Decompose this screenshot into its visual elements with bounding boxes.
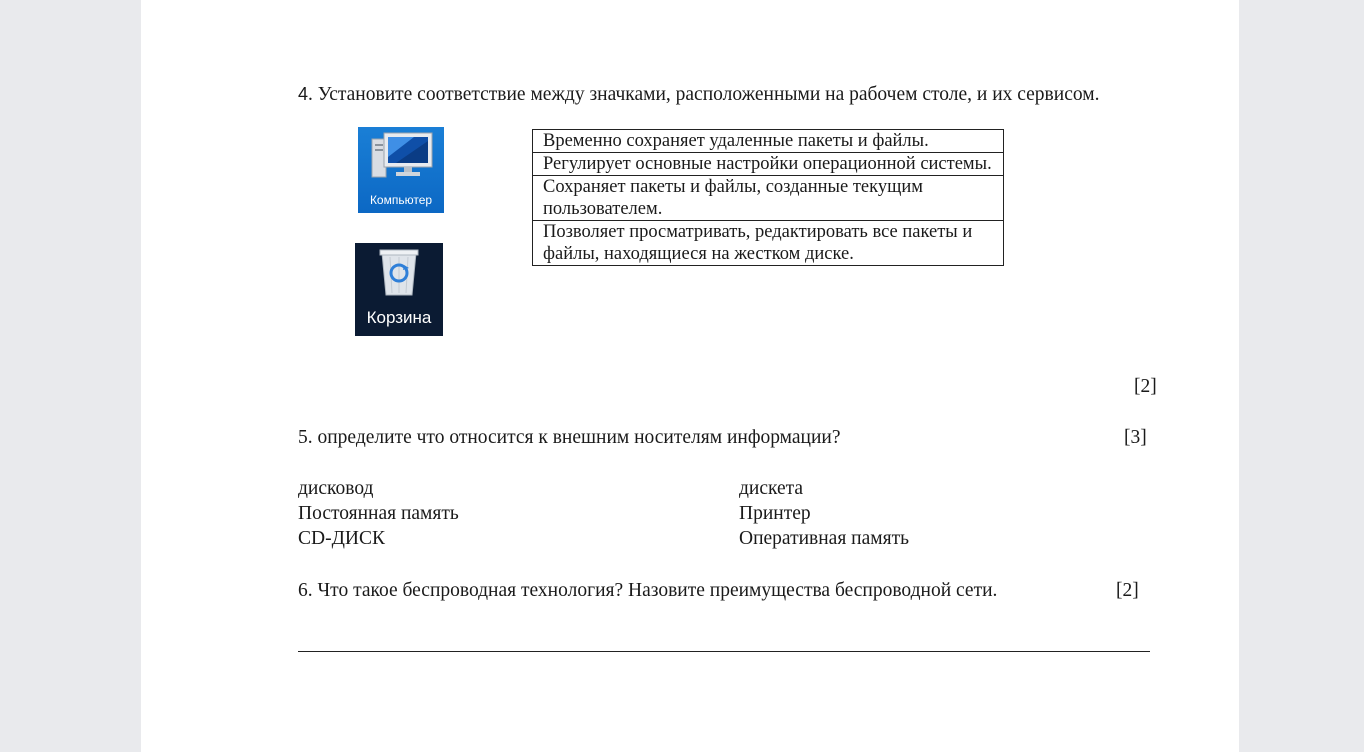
recycle-bin-icon (355, 243, 443, 303)
answer-line (298, 651, 1150, 652)
table-row (533, 153, 1004, 176)
worksheet-page (141, 0, 1239, 752)
description-cell: Сохраняет пакеты и файлы, созданные текущим пользователем. (533, 176, 1004, 221)
question-4-heading (298, 84, 1099, 106)
option-right-3: Оперативная память (739, 528, 909, 549)
option-left-3: CD-ДИСК (298, 528, 385, 549)
description-cell: Временно сохраняет удаленные пакеты и файлы. (533, 130, 1004, 153)
option-left-1: дисковод (298, 478, 374, 499)
matching-table (532, 129, 1004, 266)
description-cell: Позволяет просматривать, редактировать все пакеты и файлы, находящиеся на жестком диске. (533, 221, 1004, 266)
question-5-marks: [3] (1124, 427, 1147, 448)
computer-icon-label: Компьютер (369, 193, 433, 207)
computer-desktop-icon (358, 127, 444, 213)
question-4-text: . Установите соответствие между значками, расположенными на рабочем столе, и их сервисом. (308, 84, 1100, 105)
question-4-number: 4 (298, 84, 309, 104)
question-4-marks: [2] (1134, 376, 1157, 397)
option-right-1: дискета (739, 478, 804, 499)
table-row (533, 130, 1004, 153)
option-left-2: Постоянная память (298, 503, 459, 524)
recycle-bin-desktop-icon (355, 243, 443, 336)
table-row (533, 221, 1004, 266)
computer-icon (358, 127, 444, 197)
table-row (533, 176, 1004, 221)
question-5-text: 5. определите что относится к внешним носителям информации? (298, 427, 841, 448)
recycle-bin-icon-label: Корзина (366, 308, 432, 327)
description-cell: Регулирует основные настройки операционной системы. (533, 153, 1004, 176)
question-6-marks: [2] (1116, 580, 1139, 601)
option-right-2: Принтер (739, 503, 811, 524)
question-6-text: 6. Что такое беспроводная технология? Назовите преимущества беспроводной сети. (298, 580, 998, 601)
